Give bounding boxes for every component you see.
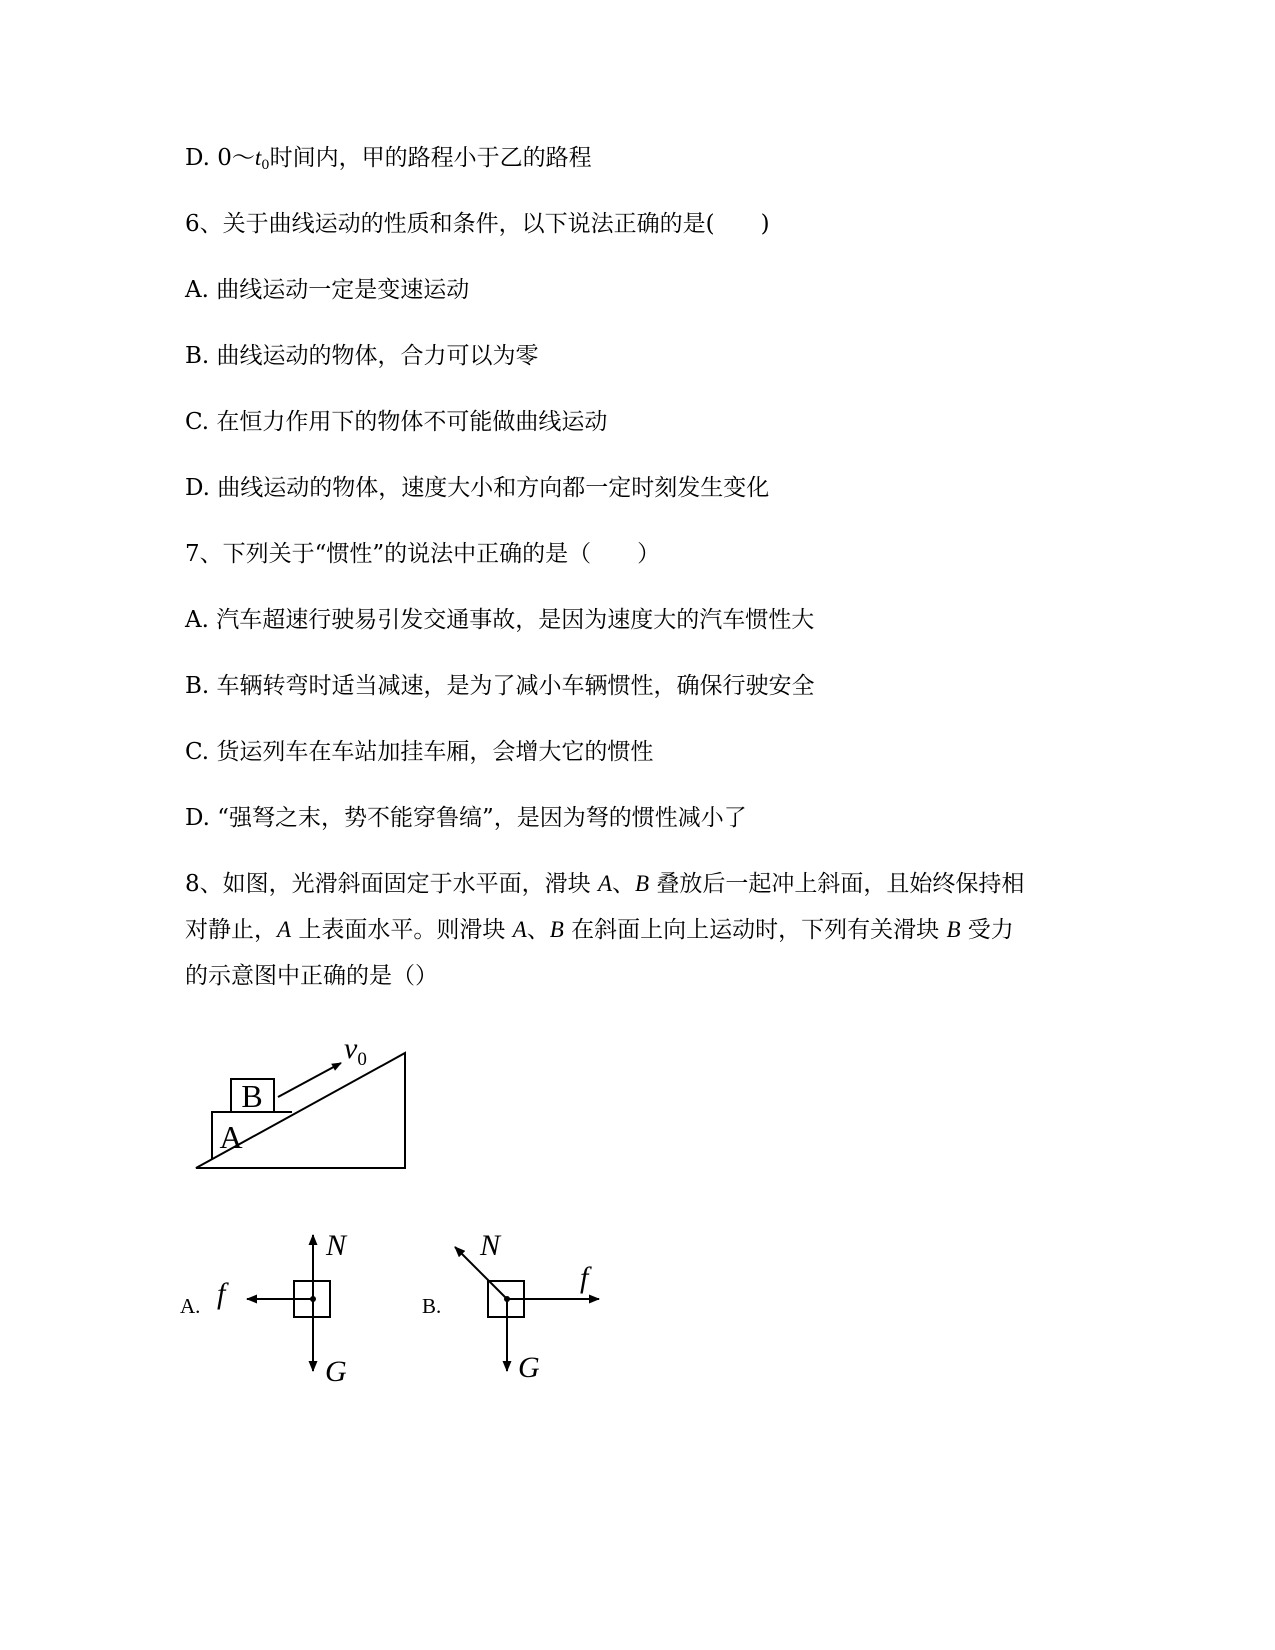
- choice-b-label[interactable]: B.: [422, 1294, 442, 1318]
- choice-b-g-label: G: [518, 1351, 540, 1384]
- q8-l2-var-b: B: [549, 917, 564, 942]
- q7-option-a: A. 汽车超速行驶易引发交通事故，是因为速度大的汽车惯性大: [185, 607, 815, 633]
- q6-option-c: C. 在恒力作用下的物体不可能做曲线运动: [185, 409, 608, 435]
- block-b-label: B: [241, 1078, 263, 1114]
- q8-l2-text2: 上表面水平。则滑块: [291, 917, 513, 943]
- q8-l1-text2: 、: [612, 871, 636, 897]
- velocity-arrow: [278, 1063, 341, 1097]
- choice-b-n-label: N: [480, 1229, 501, 1262]
- q5-option-d-prefix: D. 0～: [185, 145, 255, 171]
- q8-l2-var-a2: A: [512, 917, 527, 942]
- q7-option-c: C. 货运列车在车站加挂车厢，会增大它的惯性: [185, 739, 654, 765]
- q7-option-b: B. 车辆转弯时适当减速，是为了减小车辆惯性，确保行驶安全: [185, 673, 815, 699]
- choice-a-center-dot: [310, 1296, 316, 1302]
- q8-l2-text3: 、: [526, 917, 550, 943]
- q8-l2-var-a: A: [277, 917, 292, 942]
- q8-l1-var-b: B: [635, 871, 650, 896]
- q8-l2-var-b2: B: [946, 917, 961, 942]
- choice-a-f-label: f: [217, 1277, 226, 1310]
- q8-l1-text3: 叠放后一起冲上斜面，且始终保持相: [649, 871, 1025, 897]
- choice-a-n-label: N: [326, 1229, 347, 1262]
- block-a-label: A: [219, 1119, 243, 1155]
- q5-option-d-sub: 0: [261, 158, 270, 173]
- q8-l1-text1: 8、如图，光滑斜面固定于水平面，滑块: [185, 871, 598, 897]
- choice-a-label[interactable]: A.: [180, 1294, 201, 1318]
- q8-l1-var-a: A: [597, 871, 613, 896]
- q6-option-a: A. 曲线运动一定是变速运动: [185, 277, 470, 303]
- velocity-var: v: [344, 1032, 358, 1065]
- velocity-label: [344, 1032, 367, 1070]
- choice-b-center-dot: [504, 1296, 510, 1302]
- q6-option-b: B. 曲线运动的物体，合力可以为零: [185, 343, 539, 369]
- q8-l2-text1: 对静止，: [185, 917, 277, 943]
- q7-stem: 7、下列关于“惯性”的说法中正确的是（ ）: [185, 541, 661, 567]
- q8-l2-text4: 在斜面上向上运动时，下列有关滑块: [563, 917, 947, 943]
- choice-a-g-label: G: [325, 1355, 347, 1388]
- q6-option-d: D. 曲线运动的物体，速度大小和方向都一定时刻发生变化: [185, 475, 770, 501]
- q5-option-d: [185, 143, 592, 181]
- q7-option-d: D. “强弩之末，势不能穿鲁缟”，是因为弩的惯性减小了: [185, 805, 747, 831]
- q8-stem-line2: [185, 915, 1014, 945]
- choice-b-diagram[interactable]: [440, 1225, 620, 1395]
- choice-b-f-label: f: [580, 1261, 589, 1294]
- q6-stem: 6、关于曲线运动的性质和条件，以下说法正确的是( ): [185, 211, 770, 237]
- q5-option-d-var: t: [254, 145, 262, 170]
- incline-figure: [190, 1025, 420, 1185]
- q8-l2-text5: 受力: [960, 917, 1014, 943]
- q5-option-d-rest: 时间内，甲的路程小于乙的路程: [269, 145, 592, 171]
- choice-a-diagram[interactable]: [205, 1225, 365, 1395]
- velocity-sub: 0: [357, 1049, 367, 1070]
- q8-stem-line3: 的示意图中正确的是（）: [185, 963, 438, 989]
- q8-stem-line1: [185, 869, 1024, 899]
